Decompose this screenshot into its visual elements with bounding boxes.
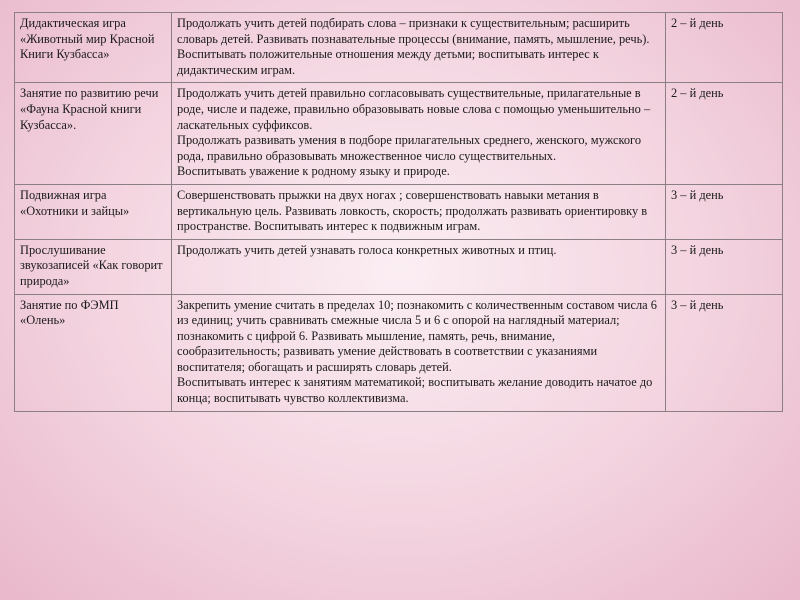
goal-text: Воспитывать интерес к занятиям математикой; воспитывать желание доводить начатое до конца; воспитывать чувство коллективизма. xyxy=(177,375,653,406)
goals-cell xyxy=(172,13,666,83)
table-row xyxy=(15,13,783,83)
goal-text: Продолжать учить детей подбирать слова – признаки к существительным; расширить словарь детей. Развивать познавательные процессы (внимание, память, мышление, речь). Воспитывать положительные отношения между детьми; воспитывать интерес к дидактическим играм. xyxy=(177,16,650,77)
goal-text: Продолжать развивать умения в подборе прилагательных среднего, женского, мужского рода, правильно образовывать множественное число существительных. xyxy=(177,133,642,163)
table-row xyxy=(15,239,783,294)
activity-cell: Подвижная игра «Охотники и зайцы» xyxy=(15,184,172,239)
goal-text: Воспитывать уважение к родному языку и природе. xyxy=(177,164,450,179)
goal-text: Продолжать учить детей узнавать голоса конкретных животных и птиц. xyxy=(177,242,557,257)
goals-cell xyxy=(172,294,666,411)
activity-cell: Занятие по развитию речи «Фауна Красной книги Кузбасса». xyxy=(15,83,172,185)
table-row xyxy=(15,294,783,411)
day-cell: 2 – й день xyxy=(666,83,783,185)
day-cell: 3 – й день xyxy=(666,294,783,411)
day-cell: 2 – й день xyxy=(666,13,783,83)
activity-cell: Дидактическая игра «Животный мир Красной Книги Кузбасса» xyxy=(15,13,172,83)
day-cell: 3 – й день xyxy=(666,184,783,239)
goals-cell xyxy=(172,239,666,294)
day-cell: 3 – й день xyxy=(666,239,783,294)
activity-cell: Занятие по ФЭМП «Олень» xyxy=(15,294,172,411)
activity-cell: Прослушивание звукозаписей «Как говорит природа» xyxy=(15,239,172,294)
goal-text: Продолжать учить детей правильно согласовывать существительные, прилагательные в роде, числе и падеже, правильно образовывать новые слова с помощью уменьшительно – ласкательных суффиксов. xyxy=(177,86,651,132)
activity-plan-table xyxy=(14,12,783,412)
goal-text: Совершенствовать прыжки на двух ногах ; совершенствовать навыки метания в вертикальную цель. Развивать ловкость, скорость; продолжать развивать ориентировку в пространстве. Воспитывать интерес к подвижным играм. xyxy=(177,187,648,234)
table-row xyxy=(15,83,783,185)
table-row xyxy=(15,184,783,239)
goals-cell xyxy=(172,83,666,185)
goal-text: Закрепить умение считать в пределах 10; познакомить с количественным составом числа 6 из единиц; учить сравнивать смежные числа 5 и 6 с опорой на наглядный материал; познакомить с цифрой 6. Развивать мышление, память, речь, внимание, сообразительность; развивать умение действовать в соответствии с указаниями воспитателя; обогащать и расширять словарь детей. xyxy=(177,297,657,374)
goals-cell xyxy=(172,184,666,239)
